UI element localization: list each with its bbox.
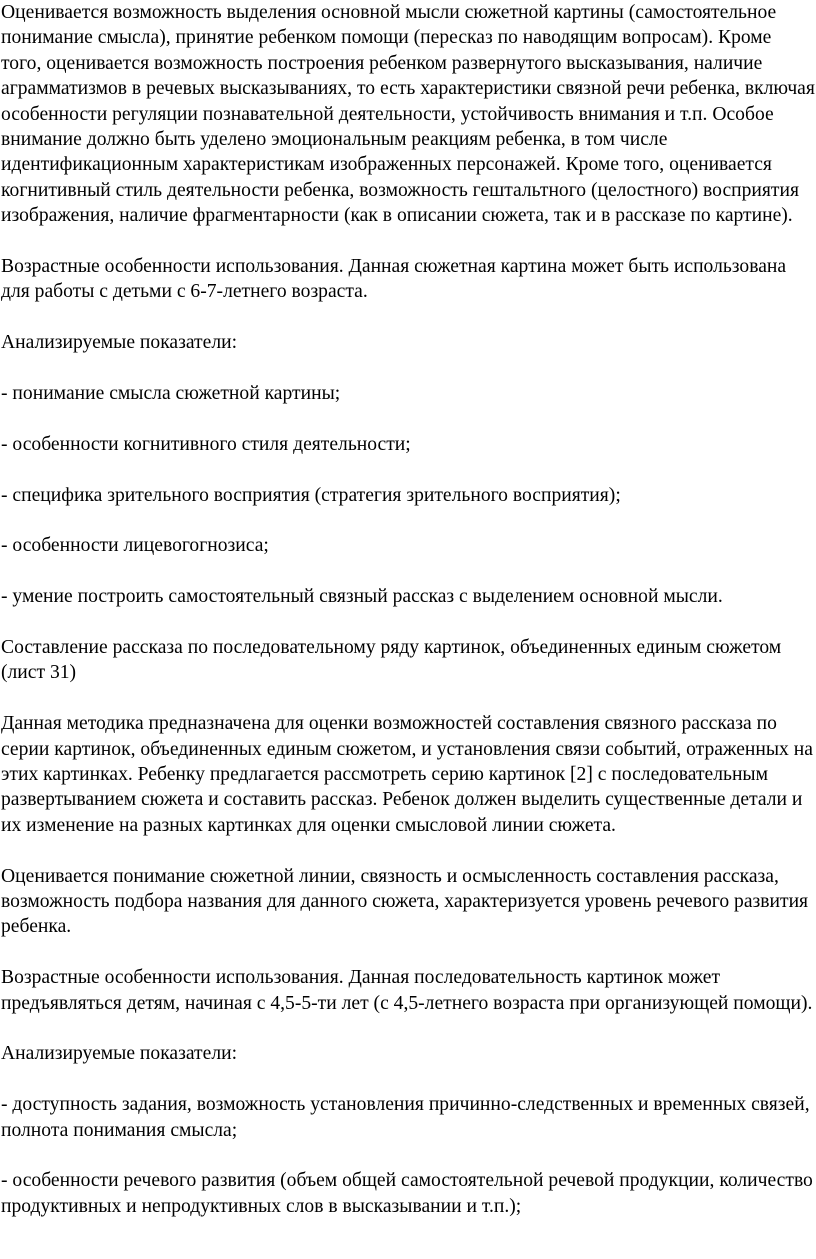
list-item-indicator: - понимание смысла сюжетной картины; [1, 383, 341, 405]
list-item-indicator: - особенности речевого развития (объем общей самостоятельной речевой продукции, количество продуктивных и непродуктивных слов в высказывании и т.п.); [1, 1170, 813, 1217]
section-title: Составление рассказа по последовательному ряду картинок, объединенных единым сюжетом (лист 31) [1, 637, 782, 684]
paragraph-assessment-criteria: Оценивается возможность выделения основной мысли сюжетной картины (самостоятельное понимание смысла), принятие ребенком помощи (пересказ по наводящим вопросам). Кроме того, оценивается возможность построения ребенком развернутого высказывания, наличие аграмматизмов в речевых высказываниях, то есть характеристики связной речи ребенка, включая особенности регуляции познавательной деятельности, устойчивость внимания и т.п. Особое внимание должно быть уделено эмоциональным реакциям ребенка, в том числе идентификационным характеристикам изображенных персонажей. Кроме того, оценивается когнитивный стиль деятельности ребенка, возможность гештальтного (целостного) восприятия изображения, наличие фрагментарности (как в описании сюжета, так и в рассказе по картине). [1, 2, 815, 227]
paragraph-assessment: Оценивается понимание сюжетной линии, связность и осмысленность составления рассказа, возможность подбора названия для данного сюжета, характеризуется уровень речевого развития ребенка. [1, 865, 809, 938]
paragraph-age-usage: Возрастные особенности использования. Данная сюжетная картина может быть использована для работы с детьми с 6-7-летнего возраста. [1, 256, 787, 303]
list-item-indicator: - особенности когнитивного стиля деятельности; [1, 433, 411, 455]
list-item-indicator: - умение построить самостоятельный связный рассказ с выделением основной мысли. [1, 586, 723, 608]
list-item-indicator: - доступность задания, возможность установления причинно-следственных и временных связей, полнота понимания смысла; [1, 1094, 810, 1141]
paragraph-method-description: Данная методика предназначена для оценки возможностей составления связного рассказа по серии картинок, объединенных единым сюжетом, и установления связи событий, отраженных на этих картинках. Ребенку предлагается рассмотреть серию картинок [2] с последовательным развертыванием сюжета и составить рассказ. Ребенок должен выделить существенные детали и их изменение на разных картинках для оценки смысловой линии сюжета. [1, 713, 813, 836]
paragraph-age-usage: Возрастные особенности использования. Данная последовательность картинок может предъявляться детям, начиная с 4,5-5-ти лет (с 4,5-летнего возраста при организующей помощи). [1, 967, 813, 1014]
paragraph-indicators-heading: Анализируемые показатели: [1, 1043, 238, 1065]
list-item-indicator: - особенности лицевогогнозиса; [1, 535, 269, 557]
list-item-indicator: - специфика зрительного восприятия (стратегия зрительного восприятия); [1, 484, 621, 506]
paragraph-indicators-heading: Анализируемые показатели: [1, 332, 238, 354]
